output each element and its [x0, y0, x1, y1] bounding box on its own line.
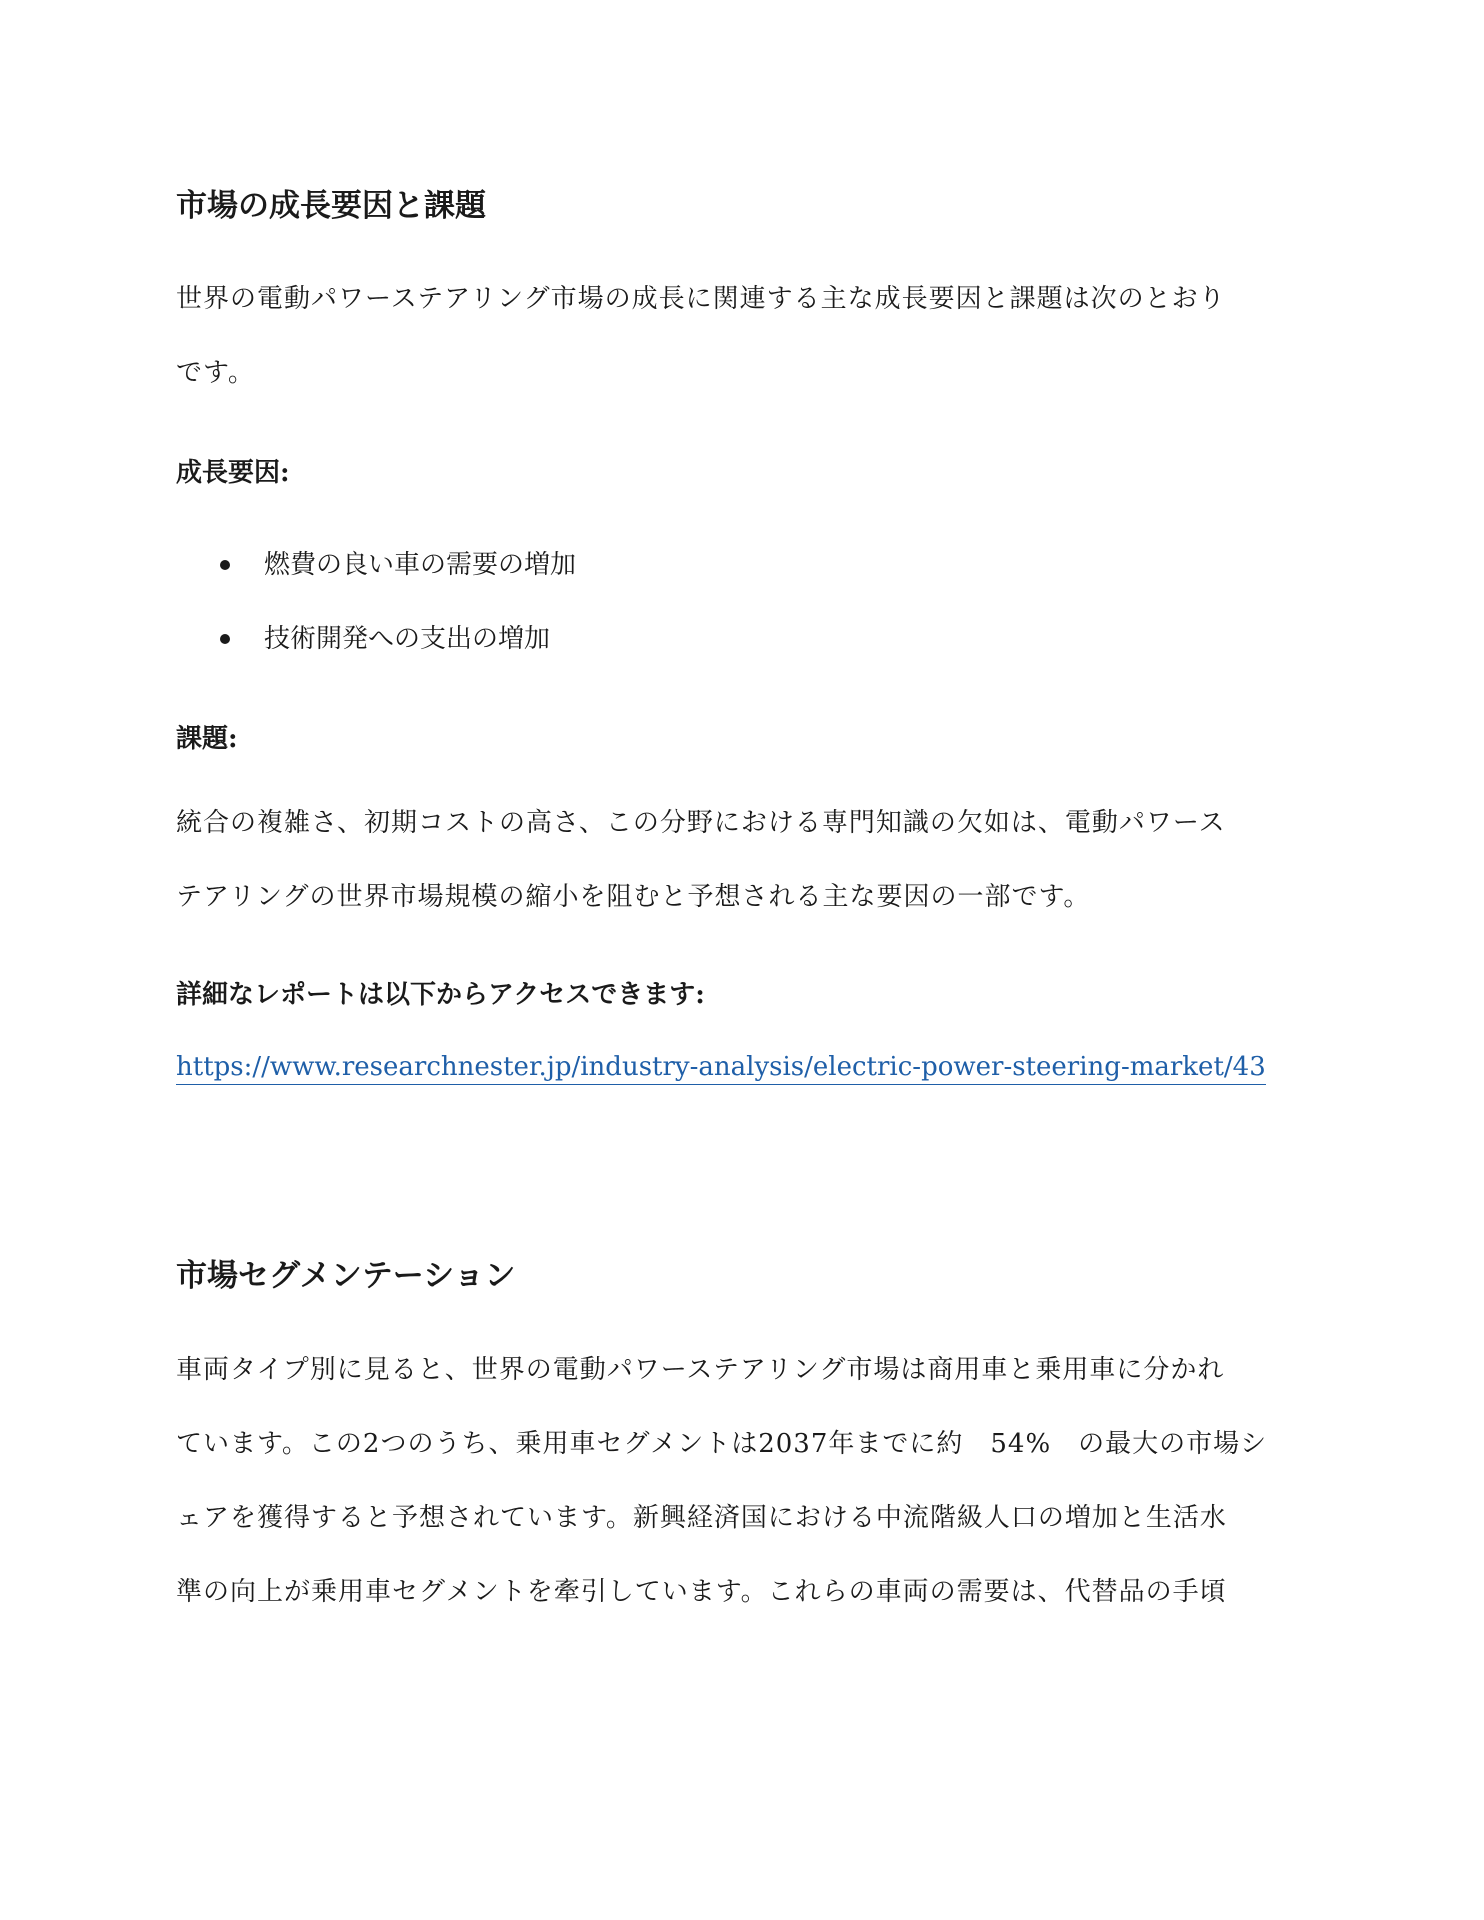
challenges-label: 課題:: [176, 724, 238, 754]
driver-text: 燃費の良い車の需要の増加: [264, 550, 577, 580]
challenges-line: 統合の複雑さ、初期コストの高さ、この分野における専門知識の欠如は、電動パワース: [176, 808, 1226, 838]
segmentation-line: 車両タイプ別に見ると、世界の電動パワーステアリング市場は商用車と乗用車に分かれ: [176, 1355, 1225, 1385]
driver-text: 技術開発への支出の増加: [264, 624, 551, 654]
section-heading-segmentation: 市場セグメンテーション: [176, 1258, 516, 1294]
report-access-label: 詳細なレポートは以下からアクセスできます:: [176, 980, 705, 1010]
section-heading-growth-factors: 市場の成長要因と課題: [176, 188, 486, 224]
challenges-line: テアリングの世界市場規模の縮小を阻むと予想される主な要因の一部です。: [176, 882, 1091, 912]
bullet-icon: [220, 560, 230, 570]
intro-line: です。: [176, 358, 255, 388]
segmentation-line: 準の向上が乗用車セグメントを牽引しています。これらの車両の需要は、代替品の手頃: [176, 1577, 1227, 1607]
intro-paragraph: [176, 262, 1316, 410]
bullet-icon: [220, 634, 230, 644]
report-link[interactable]: https://www.researchnester.jp/industry-analysis/electric-power-steering-market/43: [176, 1050, 1266, 1085]
list-item: [176, 528, 1316, 602]
drivers-list: [176, 528, 1316, 676]
challenges-paragraph: [176, 786, 1316, 934]
drivers-label: 成長要因:: [176, 458, 290, 488]
intro-line: 世界の電動パワーステアリング市場の成長に関連する主な成長要因と課題は次のとおり: [176, 284, 1226, 314]
list-item: [176, 602, 1316, 676]
segmentation-line: ています。この2つのうち、乗用車セグメントは2037年までに約 54% の最大の市場シ: [176, 1429, 1268, 1459]
segmentation-line: ェアを獲得すると予想されています。新興経済国における中流階級人口の増加と生活水: [176, 1503, 1227, 1533]
segmentation-paragraph: [176, 1333, 1316, 1629]
